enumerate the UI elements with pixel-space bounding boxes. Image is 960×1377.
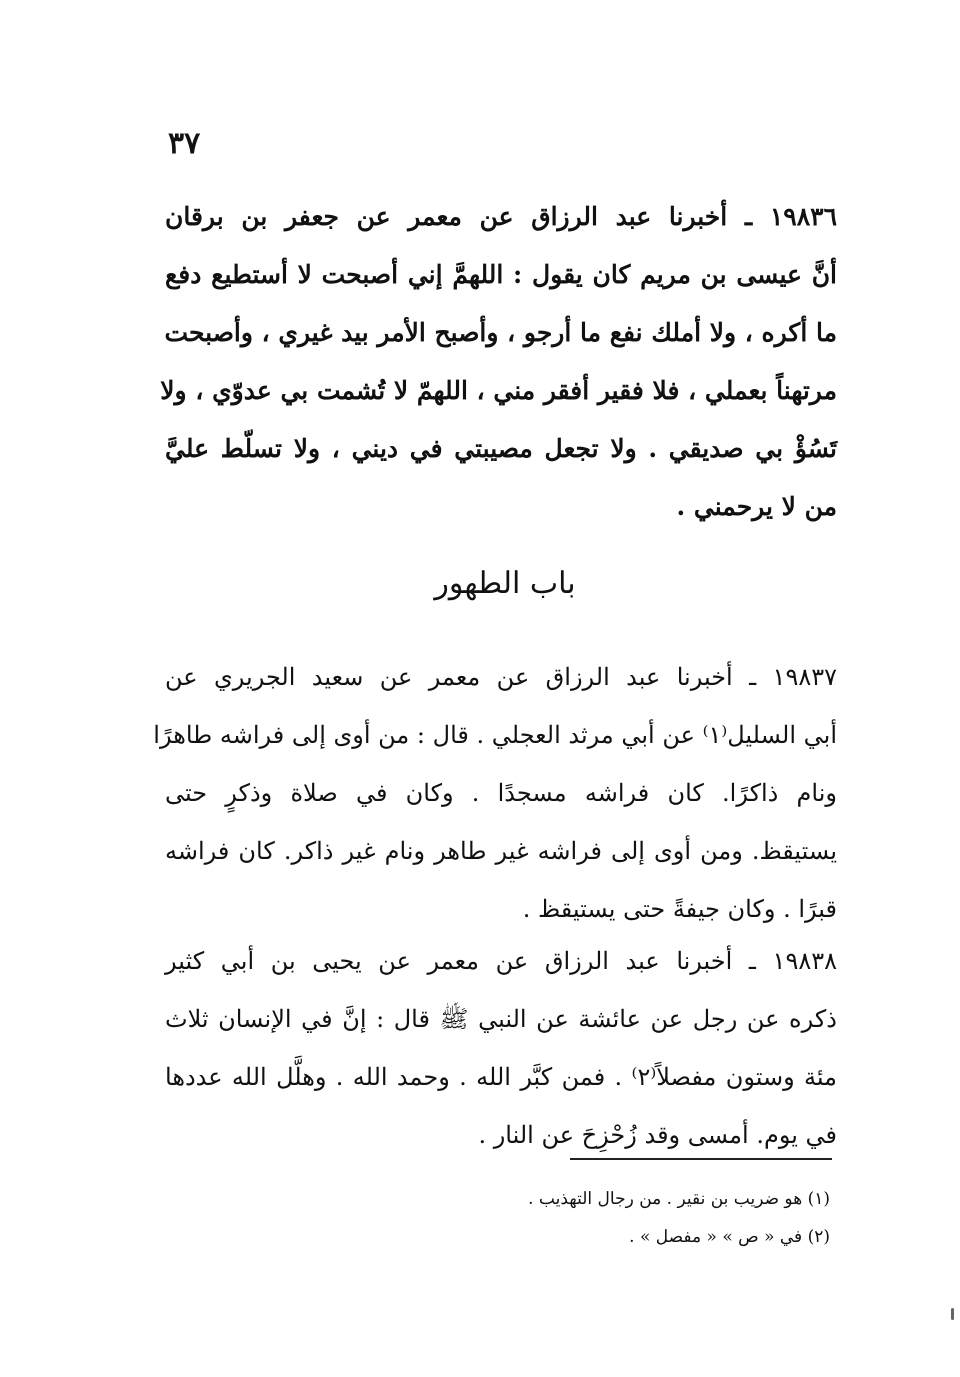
text-line: ١٩٨٣٨ ـ أخبرنا عبد الرزاق عن معمر عن يحيى بن أبي كثير (165, 947, 837, 975)
chapter-heading: باب الطهور (434, 566, 576, 601)
text-line: يستيقظ. ومن أوى إلى فراشه غير طاهر ونام غير ذاكر. كان فراشه (165, 837, 837, 865)
text-line: مئة وستون مفصلاً⁽٢⁾ . فمن كبَّر الله . وحمد الله . وهلَّل الله عددها (165, 1063, 837, 1091)
footnotes (528, 1180, 830, 1256)
footnote-1: (١) هو ضريب بن نقير . من رجال التهذيب . (528, 1189, 830, 1209)
page-edge-mark (951, 1308, 954, 1320)
page-number: ٣٧ (168, 126, 201, 161)
hadith-19836 (160, 188, 837, 536)
text-line: من لا يرحمني . (676, 492, 837, 521)
footnote-2: (٢) في « ص » « مفصل » . (629, 1227, 830, 1247)
text-line: مرتهناً بعملي ، فلا فقير أفقر مني ، اللهمّ لا تُشمت بي عدوّي ، ولا (160, 376, 837, 405)
hadith-19837 (153, 648, 837, 938)
text-line: تَسُؤْ بي صديقي . ولا تجعل مصيبتي في ديني ، ولا تسلّط عليَّ (165, 434, 837, 463)
hadith-19838 (165, 932, 837, 1164)
text-line: ونام ذاكرًا. كان فراشه مسجدًا . وكان في صلاة وذكرٍ حتى (165, 779, 837, 807)
text-line: ما أكره ، ولا أملك نفع ما أرجو ، وأصبح الأمر بيد غيري ، وأصبحت (164, 318, 837, 347)
text-line: قبرًا . وكان جيفةً حتى يستيقظ . (522, 895, 837, 923)
text-line: ١٩٨٣٦ ـ أخبرنا عبد الرزاق عن معمر عن جعفر بن برقان (165, 202, 837, 231)
text-line: ذكره عن رجل عن عائشة عن النبي ﷺ قال : إنَّ في الإنسان ثلاث (165, 1005, 837, 1033)
text-line: في يوم. أمسى وقد زُحْزِحَ عن النار . (478, 1121, 837, 1149)
text-line: أبي السليل⁽١⁾ عن أبي مرثد العجلي . قال : من أوى إلى فراشه طاهرًا (153, 721, 837, 749)
text-line: أنَّ عيسى بن مريم كان يقول : اللهمَّ إني أصبحت لا أستطيع دفع (165, 260, 837, 289)
text-line: ١٩٨٣٧ ـ أخبرنا عبد الرزاق عن معمر عن سعيد الجريري عن (165, 663, 837, 691)
footnote-divider (570, 1158, 832, 1160)
